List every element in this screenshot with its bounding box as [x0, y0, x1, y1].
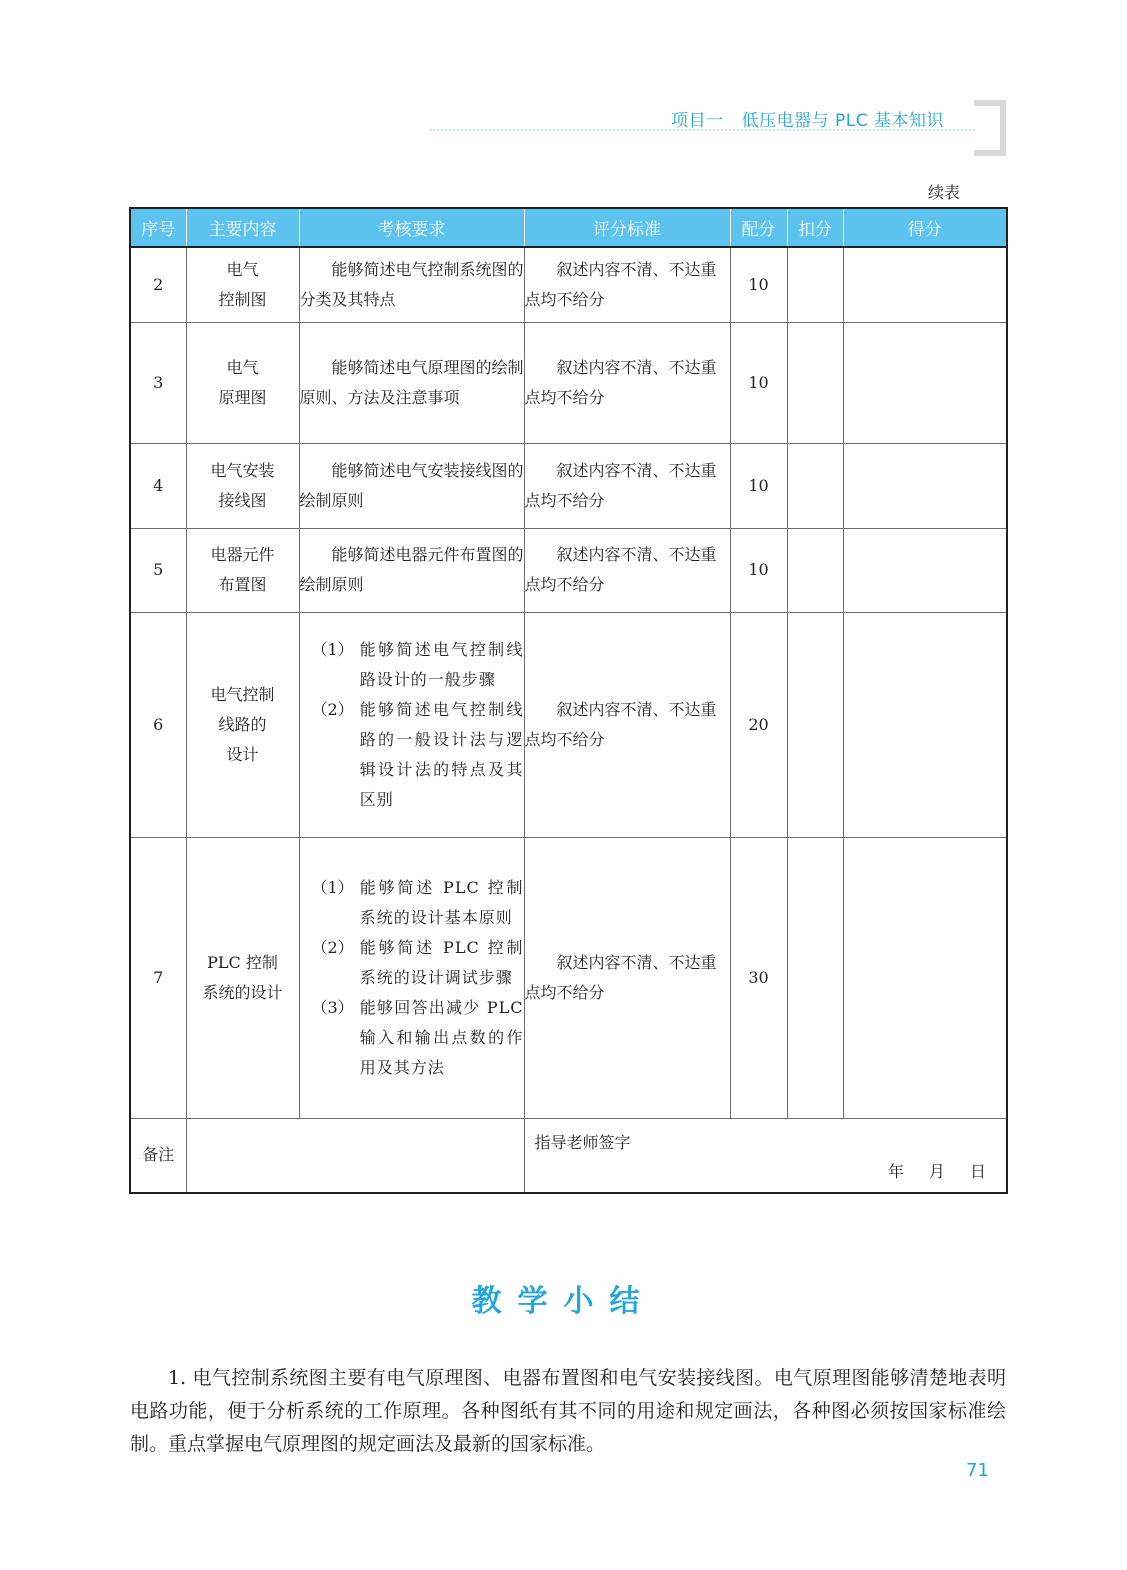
row-requirement: 能够简述电气安装接线图的绘制原则 — [299, 443, 524, 528]
col-header-num: 序号 — [130, 208, 186, 247]
row-score: 30 — [730, 837, 787, 1118]
header-project: 项目一 — [671, 111, 724, 131]
row-score: 10 — [730, 322, 787, 443]
running-header — [671, 106, 944, 131]
header-corner-ornament — [974, 100, 1006, 156]
row-criteria: 叙述内容不清、不达重点均不给分 — [524, 528, 730, 612]
signature-label: 指导老师签字 — [534, 1132, 631, 1152]
row-num: 6 — [130, 612, 186, 837]
row-content: 电气 原理图 — [186, 322, 299, 443]
row-score: 20 — [730, 612, 787, 837]
row-result-cell[interactable] — [843, 528, 1007, 612]
row-score: 10 — [730, 247, 787, 322]
col-header-deduction: 扣分 — [787, 208, 843, 247]
header-divider — [430, 129, 975, 131]
requirement-item: （1） 能够简述 PLC 控制系统的设计基本原则 — [311, 877, 524, 927]
row-content: PLC 控制 系统的设计 — [186, 837, 299, 1118]
row-result-cell[interactable] — [843, 612, 1007, 837]
row-requirement — [299, 612, 524, 837]
row-num: 7 — [130, 837, 186, 1118]
row-deduction-cell[interactable] — [787, 322, 843, 443]
col-header-content: 主要内容 — [186, 208, 299, 247]
table-row — [130, 443, 1007, 528]
row-score: 10 — [730, 443, 787, 528]
row-criteria: 叙述内容不清、不达重点均不给分 — [524, 322, 730, 443]
row-requirement — [299, 837, 524, 1118]
signature-cell[interactable] — [524, 1118, 1007, 1193]
row-criteria: 叙述内容不清、不达重点均不给分 — [524, 612, 730, 837]
signature-date: 年 月 日 — [887, 1162, 986, 1181]
table-row — [130, 612, 1007, 837]
remark-cell[interactable] — [186, 1118, 524, 1193]
summary-title: 教学小结 — [471, 1284, 656, 1319]
row-requirement: 能够简述电器元件布置图的绘制原则 — [299, 528, 524, 612]
requirement-item: （1） 能够简述电气控制线路设计的一般步骤 — [311, 639, 524, 689]
row-deduction-cell[interactable] — [787, 528, 843, 612]
row-num: 4 — [130, 443, 186, 528]
assessment-table — [129, 207, 1008, 1194]
requirement-item: （2） 能够简述电气控制线路的一般设计法与逻辑设计法的特点及其区别 — [311, 699, 524, 809]
table-header-row — [130, 208, 1007, 247]
row-deduction-cell[interactable] — [787, 443, 843, 528]
summary-paragraph: 1. 电气控制系统图主要有电气原理图、电器布置图和电气安装接线图。电气原理图能够清楚地表明电路功能，便于分析系统的工作原理。各种图纸有其不同的用途和规定画法，各种图必须按国家标准绘制。重点掌握电气原理图的规定画法及最新的国家标准。 — [130, 1367, 1006, 1455]
remark-label: 备注 — [130, 1118, 186, 1193]
table-row — [130, 322, 1007, 443]
row-deduction-cell[interactable] — [787, 837, 843, 1118]
page-number: 71 — [966, 1460, 989, 1481]
table-row — [130, 837, 1007, 1118]
row-criteria: 叙述内容不清、不达重点均不给分 — [524, 443, 730, 528]
row-criteria: 叙述内容不清、不达重点均不给分 — [524, 837, 730, 1118]
col-header-result: 得分 — [843, 208, 1007, 247]
col-header-score: 配分 — [730, 208, 787, 247]
table-continued-label: 续表 — [928, 183, 961, 202]
row-result-cell[interactable] — [843, 322, 1007, 443]
col-header-requirement: 考核要求 — [299, 208, 524, 247]
row-content: 电器元件 布置图 — [186, 528, 299, 612]
table-row — [130, 247, 1007, 322]
row-result-cell[interactable] — [843, 247, 1007, 322]
col-header-criteria: 评分标准 — [524, 208, 730, 247]
row-content: 电气 控制图 — [186, 247, 299, 322]
row-deduction-cell[interactable] — [787, 612, 843, 837]
table-row — [130, 528, 1007, 612]
row-requirement: 能够简述电气控制系统图的分类及其特点 — [299, 247, 524, 322]
row-result-cell[interactable] — [843, 837, 1007, 1118]
row-score: 10 — [730, 528, 787, 612]
row-num: 5 — [130, 528, 186, 612]
row-requirement: 能够简述电气原理图的绘制原则、方法及注意事项 — [299, 322, 524, 443]
row-deduction-cell[interactable] — [787, 247, 843, 322]
requirement-item: （2） 能够简述 PLC 控制系统的设计调试步骤 — [311, 937, 524, 987]
header-chapter: 低压电器与 PLC 基本知识 — [741, 111, 944, 131]
remark-row — [130, 1118, 1007, 1193]
row-content: 电气安装 接线图 — [186, 443, 299, 528]
row-result-cell[interactable] — [843, 443, 1007, 528]
row-num: 3 — [130, 322, 186, 443]
requirement-item: （3） 能够回答出减少 PLC 输入和输出点数的作用及其方法 — [311, 997, 524, 1077]
row-criteria: 叙述内容不清、不达重点均不给分 — [524, 247, 730, 322]
row-num: 2 — [130, 247, 186, 322]
row-content: 电气控制 线路的 设计 — [186, 612, 299, 837]
